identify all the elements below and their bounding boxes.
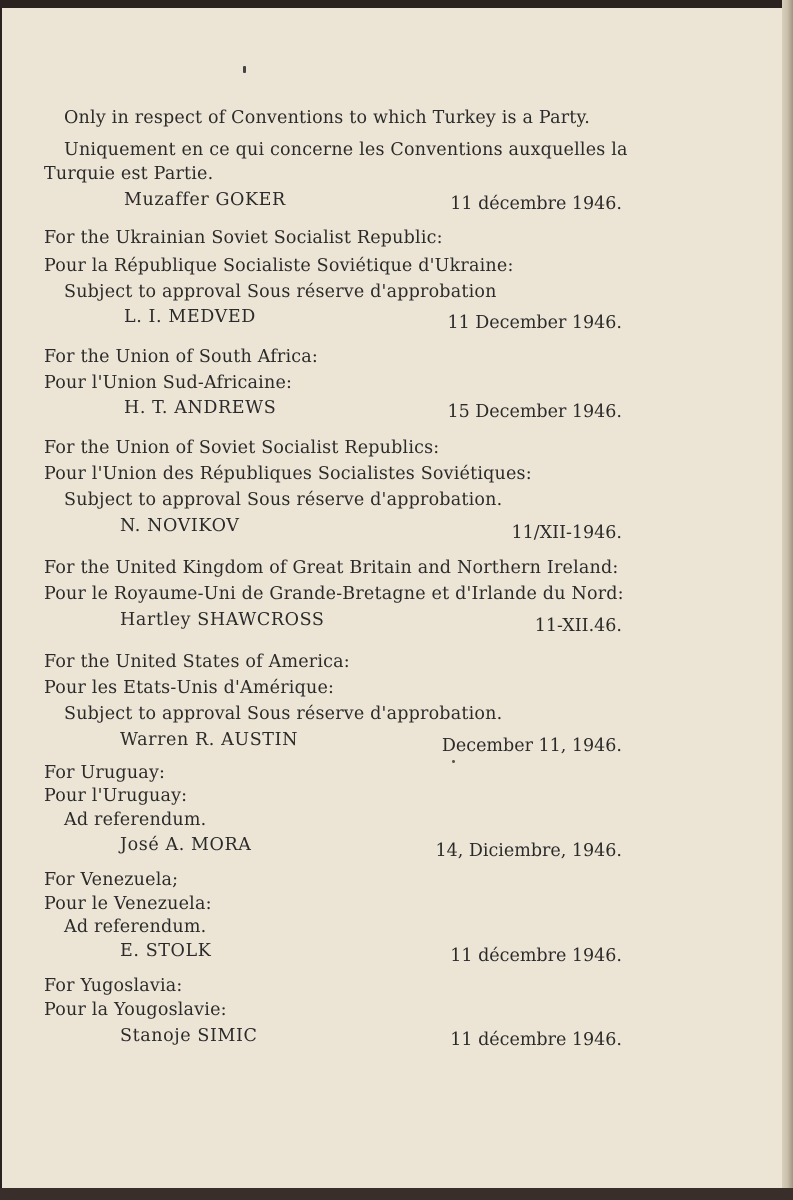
- entry-line: For Venezuela;: [44, 870, 179, 890]
- entry-line: Ad referendum.: [64, 810, 207, 830]
- entry-line: For Uruguay:: [44, 763, 166, 783]
- page-edge-bottom: [0, 1188, 793, 1200]
- entry-line: For the Ukrainian Soviet Socialist Republic:: [44, 228, 443, 248]
- entry-line: Only in respect of Conventions to which Turkey is a Party.: [64, 108, 591, 128]
- signatory-name: Stanoje SIMIC: [120, 1026, 258, 1046]
- entry-line: For the Union of South Africa:: [44, 347, 318, 367]
- signatory-name: H. T. ANDREWS: [124, 398, 277, 418]
- signature-date: 15 December 1946.: [447, 402, 622, 422]
- ink-mark: [243, 66, 246, 73]
- signature-date: December 11, 1946.: [441, 736, 622, 756]
- entry-line: Pour le Royaume-Uni de Grande-Bretagne et d'Irlande du Nord:: [44, 584, 624, 604]
- ink-speck: [452, 760, 455, 763]
- entry-line: Subject to approval Sous réserve d'approbation.: [64, 704, 503, 724]
- entry-line: For Yugoslavia:: [44, 976, 183, 996]
- entry-line: For the United Kingdom of Great Britain and Northern Ireland:: [44, 558, 619, 578]
- entry-line: Pour les Etats-Unis d'Amérique:: [44, 678, 335, 698]
- signatory-name: Muzaffer GOKER: [124, 190, 286, 210]
- signature-date: 11 décembre 1946.: [450, 1030, 622, 1050]
- entry-line: Pour l'Union des Républiques Socialistes Soviétiques:: [44, 464, 532, 484]
- entry-line: For the United States of America:: [44, 652, 350, 672]
- signatory-name: José A. MORA: [120, 835, 252, 855]
- entry-line: Turquie est Partie.: [44, 164, 214, 184]
- entry-line: Ad referendum.: [64, 917, 207, 937]
- entry-line: Pour la Yougoslavie:: [44, 1000, 227, 1020]
- document-page: [2, 8, 782, 1188]
- signatory-name: L. I. MEDVED: [124, 307, 256, 327]
- entry-line: For the Union of Soviet Socialist Republics:: [44, 438, 440, 458]
- signature-date: 11 décembre 1946.: [450, 946, 622, 966]
- signatory-name: Warren R. AUSTIN: [120, 730, 298, 750]
- entry-line: Subject to approval Sous réserve d'approbation.: [64, 490, 503, 510]
- entry-line: Pour la République Socialiste Soviétique d'Ukraine:: [44, 256, 514, 276]
- entry-line: Pour le Venezuela:: [44, 894, 212, 914]
- entry-line: Pour l'Union Sud-Africaine:: [44, 373, 293, 393]
- signature-date: 11 December 1946.: [447, 313, 622, 333]
- entry-line: Subject to approval Sous réserve d'approbation: [64, 282, 497, 302]
- signature-date: 11-XII.46.: [534, 616, 622, 636]
- page-edge-right: [782, 0, 793, 1200]
- signature-date: 14, Diciembre, 1946.: [435, 841, 622, 861]
- signature-date: 11 décembre 1946.: [450, 194, 622, 214]
- signatory-name: N. NOVIKOV: [120, 516, 240, 536]
- signature-date: 11/XII-1946.: [511, 523, 622, 543]
- entry-line: Pour l'Uruguay:: [44, 786, 188, 806]
- signatory-name: Hartley SHAWCROSS: [120, 610, 325, 630]
- entry-line: Uniquement en ce qui concerne les Conventions auxquelles la: [64, 140, 628, 160]
- signatory-name: E. STOLK: [120, 941, 212, 961]
